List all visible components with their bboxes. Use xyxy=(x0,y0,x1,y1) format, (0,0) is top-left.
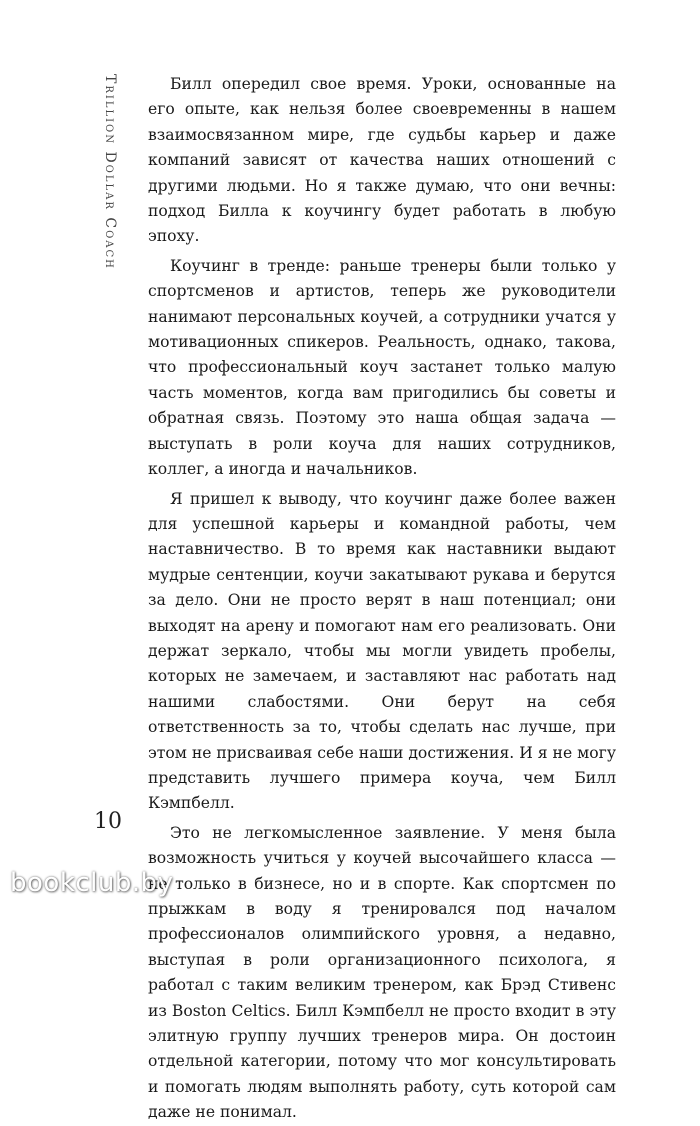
body-text xyxy=(148,72,616,1126)
paragraph: Я пришел к выводу, что коучинг даже более важен для успешной карьеры и командной работы, чем наставничество. В то время как наставники выдают мудрые сентенции, коучи закатывают рукава и берутся за дело. Они не просто верят в наш потенциал; они выходят на арену и помогают нам его реализовать. Они держат зеркало, чтобы мы могли увидеть пробелы, которых не замечаем, и заставляют нас работать над нашими слабостями. Они берут на себя ответственность за то, чтобы сделать нас лучше, при этом не присваивая себе наши достижения. И я не могу представить лучшего примера коуча, чем Билл Кэмпбелл. xyxy=(148,489,616,813)
running-head: Trillion Dollar Coach xyxy=(102,74,118,270)
paragraph: Коучинг в тренде: раньше тренеры были только у спортсменов и артистов, теперь же руководители нанимают персональных коучей, а сотрудники учатся у мотивационных спикеров. Реальность, однако, такова, что профессиональный коуч застанет только малую часть моментов, когда вам пригодились бы советы и обратная связь. Поэтому это наша общая задача — выступать в роли коуча для наших сотрудников, коллег, а иногда и начальников. xyxy=(148,256,616,479)
paragraph: Это не легкомысленное заявление. У меня была возможность учиться у коучей высочайшего класса — не только в бизнесе, но и в спорте. Как спортсмен по прыжкам в воду я тренировался под началом профессионалов олимпийского уровня, а недавно, выступая в роли организационного психолога, я работал с таким великим тренером, как Брэд Стивенс из Boston Celtics. Билл Кэмпбелл не просто входит в эту элитную группу лучших тренеров мира. Он достоин отдельной категории, потому что мог консультировать и помогать людям выполнять работу, суть которой сам даже не понимал. xyxy=(148,823,616,1122)
watermark: bookclub.by xyxy=(10,868,174,898)
page-number: 10 xyxy=(94,809,122,834)
paragraph: Билл опередил свое время. Уроки, основанные на его опыте, как нельзя более своевременны в нашем взаимосвязанном мире, где судьбы карьер и даже компаний зависят от качества наших отношений с другими людьми. Но я также думаю, что они вечны: подход Билла к коучингу будет работать в любую эпоху. xyxy=(148,75,616,246)
